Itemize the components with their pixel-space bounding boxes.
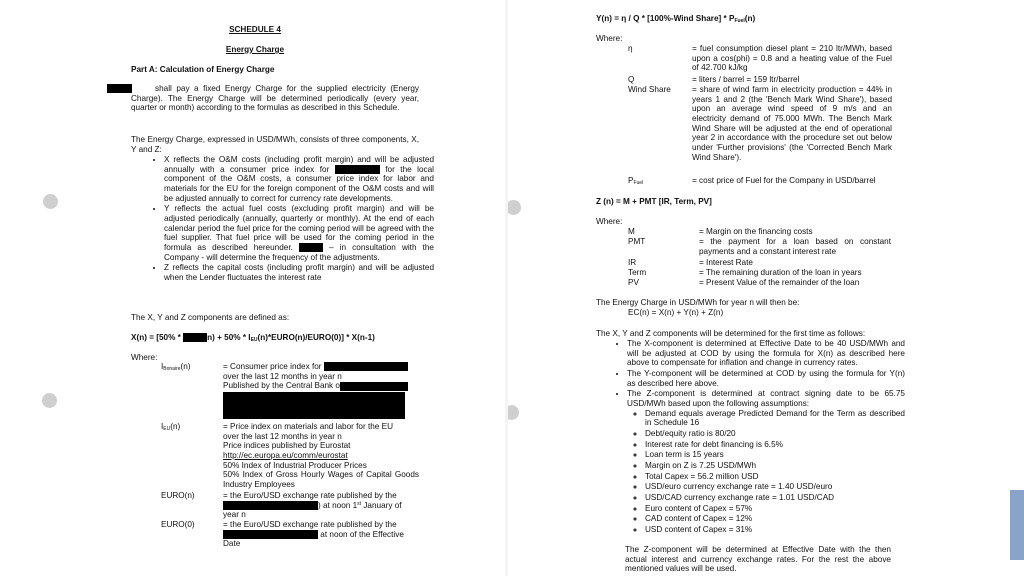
page-edge-tab (1010, 490, 1024, 560)
term-label: Term (628, 268, 647, 277)
intro-paragraph: shall pay a fixed Energy Charge for the supplied electricity (Energy Charge). The Energy Charge will be determined periodically (every year, quarter or month) according to the formulas as described in this Schedule. (131, 84, 419, 113)
euro-0-label: EURO(0) (161, 520, 195, 529)
pmt-label: PMT (628, 237, 646, 246)
p-fuel-label: $P_{Fuel}$ (628, 176, 644, 186)
list-item: • X reflects the O&M costs (including profit margin) and will be adjusted annually with a consumer price index for for the local component of the O&M costs, a consumer price index for labor and materials for the EU for the foreign component of the O&M costs and will be adjusted annually to correct for currency rate developments. (164, 155, 434, 203)
first-time-list (613, 339, 905, 536)
eta-label: η (628, 44, 633, 53)
pv-definition: = Present Value of the remainder of the loan (699, 278, 860, 287)
list-item: ◦ USD content of Capex = 31% (645, 525, 905, 535)
redaction (223, 530, 318, 539)
p-fuel-definition: = cost price of Fuel for the Company in USD/barrel (692, 176, 876, 185)
list-item: ◦ Debt/equity ratio is 80/20 (645, 429, 905, 439)
formula-x: $X(n) = [50\% * n) + 50\% * I_{EU}(n)*EURO(n)/EURO(0)] * X(n-1)$ (131, 333, 375, 343)
m-label: M (628, 227, 635, 236)
schedule-subtitle: Energy Charge (225, 45, 285, 54)
euro-0-definition: = the Euro/USD exchange rate published by the at noon of the Effective Date (223, 520, 404, 549)
list-item: ◦ USD/euro currency exchange rate = 1.40 USD/euro (645, 482, 905, 492)
assumptions-list (627, 409, 905, 535)
components-intro: The Energy Charge, expressed in USD/MWh, consists of three components, X, Y and Z: (131, 135, 419, 154)
i-eu-definition: = Price index on materials and labor for the EU over the last 12 months in year n Price indices published by Eurostat http://ec.europa.eu/comm/eurostat 50% Index of Industrial Producer Prices 50% Index of Gross Hourly Wages of Capital Goods Industry Employees (223, 422, 419, 490)
q-definition: = liters / barrel = 159 ltr/barrel (692, 75, 800, 84)
ir-label: IR (628, 258, 637, 267)
where-label-2: Where: (596, 217, 623, 226)
ec-formula: EC(n) = X(n) + Y(n) + Z(n) (628, 308, 724, 317)
list-item: ◦ CAD content of Capex = 12% (645, 514, 905, 524)
eta-definition: = fuel consumption diesel plant = 210 ltr/MWh, based upon a cos(phi) = 0.8 and a heating value of the Fuel of 42.700 kJ/kg (692, 44, 892, 73)
list-item: ◦ Loan term is 15 years (645, 450, 905, 460)
punch-hole-icon (508, 405, 519, 420)
list-item: ◦ USD/CAD currency exchange rate = 1.01 USD/CAD (645, 493, 905, 503)
list-item: ◦ Margin on Z is 7.25 USD/MWh (645, 461, 905, 471)
wind-share-label: Wind Share (628, 85, 671, 94)
list-item: • Y reflects the actual fuel costs (excluding profit margin) and will be adjusted periodically (annually, quarterly or monthly). At the end of each calendar period the fuel price for the coming period will be agreed with the fuel supplier. That fuel price will be used for the coming period in the formula as described hereunder. – in consultation with the Company - will determine the frequency of the adjustments. (164, 204, 434, 262)
redaction (340, 382, 408, 391)
list-item: • The Y-component will be determined at COD by using the formula for Y(n) as described here above. (627, 369, 905, 388)
list-item: ◦ Demand equals average Predicted Demand for the Term as described in Schedule 16 (645, 409, 905, 428)
ir-definition: = Interest Rate (699, 258, 753, 267)
part-a-heading: Part A: Calculation of Energy Charge (131, 65, 275, 74)
m-definition: = Margin on the financing costs (699, 227, 813, 236)
list-item: ◦ Total Capex = 56.2 million USD (645, 472, 905, 482)
list-item: ◦ Interest rate for debt financing is 6.5% (645, 440, 905, 450)
redaction (299, 243, 323, 252)
right-page (508, 0, 1024, 576)
redaction (223, 501, 318, 510)
schedule-title: SCHEDULE 4 (229, 25, 281, 34)
list-item: • The X-component is determined at Effective Date to be 40 USD/MWh and will be adjusted at COD by using the formula for X(n) as described here above to compensate for inflation and change in currency rates. (627, 339, 905, 368)
formula-z: Z (n) = M + PMT [IR, Term, PV] (596, 197, 712, 206)
closing-paragraph: The Z-component will be determined at Effective Date with the then actual interest and currency exchange rates. For the rest the above mentioned values will be used. (625, 545, 891, 574)
i-bonaire-definition: = Consumer price index for over the last 12 months in year n Published by the Central Bank o (223, 362, 419, 419)
i-eu-label: $I_{EU}(n)$ (161, 422, 181, 432)
list-item: • Z reflects the capital costs (including profit margin) and will be adjusted when the Lender fluctuates the interest rate (164, 263, 434, 282)
where-label: Where: (131, 353, 158, 362)
list-item: • The Z-component is determined at contract signing date to be 65.75 USD/MWh based upon the following assumptions: ◦ Demand equals average Predicted Demand for the Term as described in Schedule 16 ◦ Debt/equity ratio is 80/20 ◦ Interest rate for debt financing is 6.5% ◦ Loan term is 15 years ◦ Margin on Z is 7.25 USD/MWh ◦ Total Capex = 56.2 million USD ◦ USD/euro currency exchange rate = 1.40 USD/euro ◦ USD/CAD currency exchange rate = 1.01 USD/CAD ◦ Euro content of Capex = 57% ◦ CAD content of Capex = 12% ◦ USD content of Capex = 31% (627, 389, 905, 534)
redaction (324, 362, 408, 371)
formula-y: Y(n) = η / Q * [100%-Wind Share] * $P_{Fuel}(n)$ (596, 14, 756, 24)
defined-as: The X, Y and Z components are defined as: (131, 313, 290, 322)
i-bonaire-label: $I_{Bonaire}(n)$ (161, 362, 191, 372)
where-label: Where: (596, 34, 623, 43)
q-label: Q (628, 75, 635, 84)
redaction (335, 165, 380, 174)
ec-intro: The Energy Charge in USD/MWh for year n will then be: (596, 298, 800, 307)
redaction (183, 333, 207, 342)
euro-n-label: EURO(n) (161, 491, 195, 500)
wind-share-definition: = share of wind farm in electricity production = 44% in years 1 and 2 (the 'Bench Mark Wind Share'), based upon an average wind speed of 9 m/s and an electricity demand of 75.000 MWh. The Bench Mark Wind Share will be adjusted at the end of operational year 2 in accordance with the procedure set out below under 'Further provisions' (the 'Corrected Bench Mark Wind Share'). (692, 85, 892, 162)
first-time-intro: The X, Y and Z components will be determined for the first time as follows: (596, 329, 866, 338)
punch-hole-icon (43, 194, 58, 209)
euro-n-definition: = the Euro/USD exchange rate published by the ) at noon 1st January of year n (223, 491, 402, 520)
redaction (107, 84, 132, 93)
redaction (223, 392, 405, 419)
punch-hole-icon (42, 393, 57, 408)
punch-hole-icon (508, 200, 521, 215)
pv-label: PV (628, 278, 639, 287)
term-definition: = The remaining duration of the loan in years (699, 268, 862, 277)
list-item: ◦ Euro content of Capex = 57% (645, 504, 905, 514)
pmt-definition: = the payment for a loan based on constant payments and a constant interest rate (699, 237, 891, 256)
components-list (150, 155, 434, 284)
left-page (0, 0, 510, 576)
eurostat-link[interactable]: http://ec.europa.eu/comm/eurostat (223, 451, 348, 461)
